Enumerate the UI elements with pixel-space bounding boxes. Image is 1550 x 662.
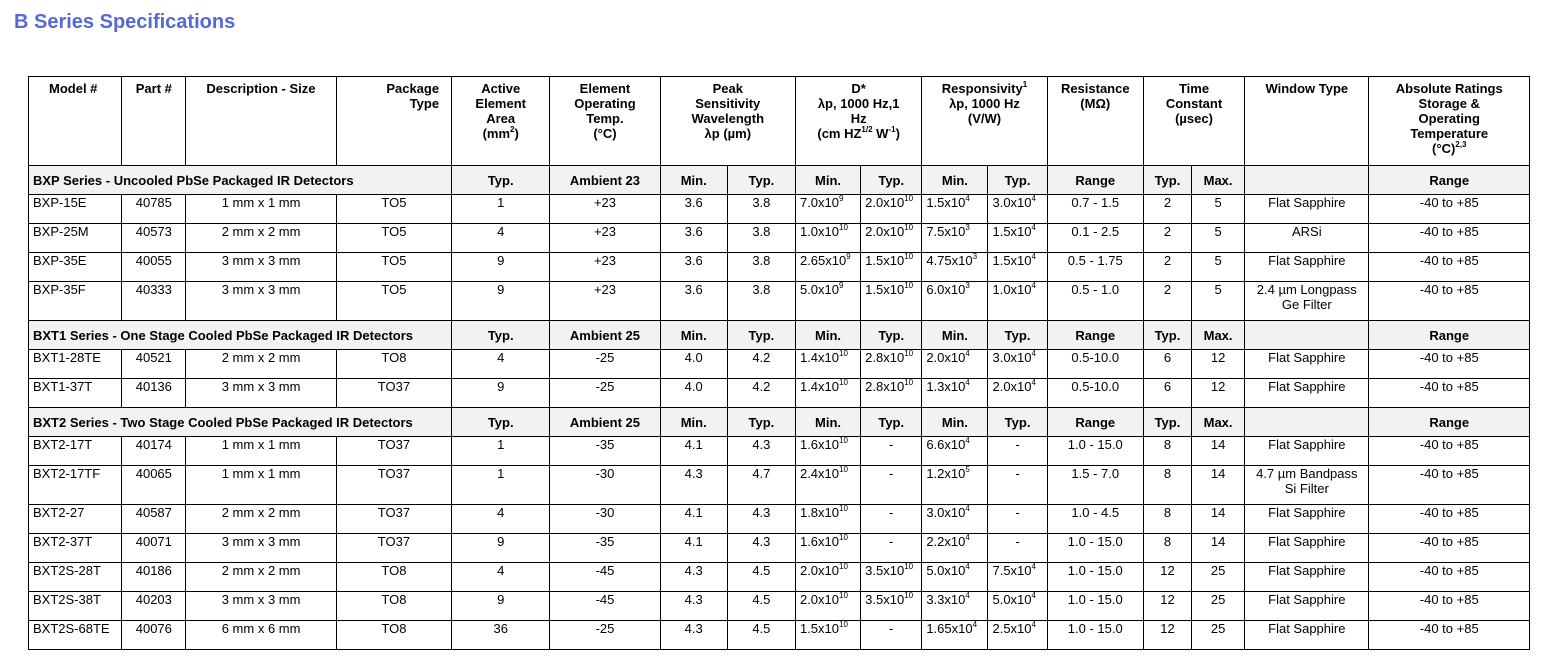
series-subheader-cell [1245, 166, 1369, 195]
table-row [29, 282, 1530, 321]
cell-desc: 2 mm x 2 mm [186, 505, 336, 534]
table-row [29, 592, 1530, 621]
cell-d-typ: $1.5x10^{10}$ [861, 253, 922, 282]
cell-temp: -45 [550, 563, 660, 592]
cell-window: Flat Sapphire [1245, 350, 1369, 379]
series-name: BXT1 Series - One Stage Cooled PbSe Packaged IR Detectors [29, 321, 452, 350]
cell-peak-typ: 4.5 [727, 563, 795, 592]
cell-temp: -30 [550, 466, 660, 505]
cell-pkg: TO5 [336, 282, 451, 321]
series-subheader-cell: Min. [660, 166, 727, 195]
cell-r-min: $6.0x10^3$ [922, 282, 988, 321]
cell-tc-typ: 8 [1143, 505, 1191, 534]
cell-part: 40055 [122, 253, 186, 282]
cell-d-typ: - [861, 437, 922, 466]
cell-peak-typ: 4.2 [727, 379, 795, 408]
series-subheader-cell: Min. [795, 408, 860, 437]
cell-res: 1.0 - 15.0 [1047, 534, 1143, 563]
cell-r-typ: $3.0x10^4$ [988, 195, 1047, 224]
series-subheader-cell: Min. [795, 166, 860, 195]
cell-r-min: $3.0x10^4$ [922, 505, 988, 534]
series-subheader-cell: Max. [1192, 321, 1245, 350]
cell-desc: 3 mm x 3 mm [186, 253, 336, 282]
cell-window: Flat Sapphire [1245, 437, 1369, 466]
cell-temp: -30 [550, 505, 660, 534]
cell-peak-typ: 3.8 [727, 253, 795, 282]
cell-pkg: TO8 [336, 621, 451, 650]
cell-window: ARSi [1245, 224, 1369, 253]
series-subheader-cell: Typ. [861, 321, 922, 350]
cell-res: 1.0 - 4.5 [1047, 505, 1143, 534]
cell-peak-min: 4.3 [660, 621, 727, 650]
series-subheader-cell: Max. [1192, 408, 1245, 437]
series-subheader-cell: Range [1047, 166, 1143, 195]
cell-d-min: $1.4x10^{10}$ [795, 379, 860, 408]
cell-tc-max: 14 [1192, 505, 1245, 534]
cell-desc: 2 mm x 2 mm [186, 224, 336, 253]
cell-temp: +23 [550, 253, 660, 282]
col-header-window: Window Type [1245, 77, 1369, 166]
cell-tc-max: 5 [1192, 224, 1245, 253]
cell-window: Flat Sapphire [1245, 379, 1369, 408]
series-subheader-cell: Typ. [1143, 321, 1191, 350]
series-subheader-cell: Range [1047, 408, 1143, 437]
cell-pkg: TO5 [336, 195, 451, 224]
col-header-responsivity: Responsivity$^1$ λp, 1000 Hz (V/W) [922, 77, 1047, 166]
cell-r-typ: $1.5x10^4$ [988, 224, 1047, 253]
cell-area: 9 [452, 534, 550, 563]
series-subheader-cell: Typ. [727, 321, 795, 350]
series-subheader-cell: Typ. [452, 166, 550, 195]
cell-tc-max: 12 [1192, 379, 1245, 408]
cell-model: BXT2S-68TE [29, 621, 122, 650]
table-row [29, 350, 1530, 379]
table-header-row [29, 77, 1530, 166]
series-subheader-cell: Typ. [727, 408, 795, 437]
cell-pkg: TO5 [336, 224, 451, 253]
cell-area: 1 [452, 437, 550, 466]
cell-model: BXT2S-28T [29, 563, 122, 592]
cell-tc-typ: 8 [1143, 437, 1191, 466]
cell-window: Flat Sapphire [1245, 592, 1369, 621]
col-header-area: Active Element Area $(mm^2)$ [452, 77, 550, 166]
series-subheader-cell: Min. [795, 321, 860, 350]
cell-model: BXT2-17TF [29, 466, 122, 505]
cell-r-typ: $1.5x10^4$ [988, 253, 1047, 282]
cell-part: 40333 [122, 282, 186, 321]
series-subheader-cell: Typ. [988, 166, 1047, 195]
col-header-package: Package Type [336, 77, 451, 166]
table-row [29, 437, 1530, 466]
cell-part: 40203 [122, 592, 186, 621]
cell-area: 1 [452, 466, 550, 505]
cell-tc-typ: 2 [1143, 195, 1191, 224]
cell-d-min: $1.6x10^{10}$ [795, 437, 860, 466]
table-row [29, 195, 1530, 224]
cell-window: Flat Sapphire [1245, 505, 1369, 534]
cell-desc: 1 mm x 1 mm [186, 437, 336, 466]
cell-pkg: TO37 [336, 437, 451, 466]
cell-d-min: $1.0x10^{10}$ [795, 224, 860, 253]
cell-desc: 1 mm x 1 mm [186, 195, 336, 224]
cell-tc-max: 12 [1192, 350, 1245, 379]
cell-temp: -25 [550, 379, 660, 408]
cell-abs: -40 to +85 [1369, 350, 1530, 379]
cell-temp: -25 [550, 621, 660, 650]
series-subheader-cell: Typ. [727, 166, 795, 195]
cell-window: Flat Sapphire [1245, 621, 1369, 650]
cell-r-min: $6.6x10^4$ [922, 437, 988, 466]
cell-tc-typ: 8 [1143, 466, 1191, 505]
cell-area: 4 [452, 224, 550, 253]
cell-window: 2.4 µm Longpass Ge Filter [1245, 282, 1369, 321]
series-subheader-cell: Range [1369, 408, 1530, 437]
series-subheader-cell: Min. [660, 408, 727, 437]
cell-tc-typ: 2 [1143, 282, 1191, 321]
table-row [29, 621, 1530, 650]
cell-d-typ: $1.5x10^{10}$ [861, 282, 922, 321]
series-subheader-cell: Min. [660, 321, 727, 350]
cell-pkg: TO37 [336, 379, 451, 408]
cell-res: 0.5-10.0 [1047, 379, 1143, 408]
cell-r-typ: $2.0x10^4$ [988, 379, 1047, 408]
series-subheader-cell: Ambient 23 [550, 166, 660, 195]
cell-desc: 3 mm x 3 mm [186, 592, 336, 621]
col-header-temp: Element Operating Temp. (°C) [550, 77, 660, 166]
cell-abs: -40 to +85 [1369, 253, 1530, 282]
cell-peak-typ: 4.3 [727, 534, 795, 563]
cell-part: 40076 [122, 621, 186, 650]
series-subheader-cell [1245, 321, 1369, 350]
cell-peak-typ: 4.7 [727, 466, 795, 505]
cell-abs: -40 to +85 [1369, 592, 1530, 621]
series-subheader-cell: Min. [922, 408, 988, 437]
cell-res: 0.5 - 1.75 [1047, 253, 1143, 282]
cell-tc-max: 5 [1192, 282, 1245, 321]
series-header-row [29, 408, 1530, 437]
cell-tc-max: 5 [1192, 195, 1245, 224]
cell-d-typ: $2.0x10^{10}$ [861, 195, 922, 224]
cell-abs: -40 to +85 [1369, 621, 1530, 650]
cell-res: 1.0 - 15.0 [1047, 621, 1143, 650]
cell-r-min: $1.2x10^5$ [922, 466, 988, 505]
cell-window: 4.7 µm Bandpass Si Filter [1245, 466, 1369, 505]
cell-abs: -40 to +85 [1369, 534, 1530, 563]
cell-part: 40186 [122, 563, 186, 592]
series-subheader-cell: Typ. [452, 321, 550, 350]
cell-pkg: TO37 [336, 505, 451, 534]
cell-peak-min: 3.6 [660, 253, 727, 282]
cell-r-typ: $5.0x10^4$ [988, 592, 1047, 621]
cell-r-min: $1.5x10^4$ [922, 195, 988, 224]
cell-peak-min: 4.3 [660, 466, 727, 505]
cell-tc-max: 14 [1192, 534, 1245, 563]
cell-d-min: $2.0x10^{10}$ [795, 592, 860, 621]
series-subheader-cell: Ambient 25 [550, 321, 660, 350]
cell-peak-typ: 3.8 [727, 224, 795, 253]
table-row [29, 224, 1530, 253]
cell-pkg: TO37 [336, 534, 451, 563]
cell-res: 0.7 - 1.5 [1047, 195, 1143, 224]
cell-d-min: $1.5x10^{10}$ [795, 621, 860, 650]
cell-d-min: $1.4x10^{10}$ [795, 350, 860, 379]
cell-part: 40065 [122, 466, 186, 505]
series-subheader-cell: Typ. [452, 408, 550, 437]
cell-abs: -40 to +85 [1369, 224, 1530, 253]
cell-peak-typ: 4.2 [727, 350, 795, 379]
cell-part: 40521 [122, 350, 186, 379]
cell-model: BXT2S-38T [29, 592, 122, 621]
cell-tc-max: 14 [1192, 437, 1245, 466]
cell-temp: -25 [550, 350, 660, 379]
cell-peak-min: 4.3 [660, 563, 727, 592]
cell-peak-min: 4.1 [660, 534, 727, 563]
cell-model: BXT1-28TE [29, 350, 122, 379]
cell-area: 4 [452, 563, 550, 592]
cell-r-min: $2.2x10^4$ [922, 534, 988, 563]
cell-temp: +23 [550, 282, 660, 321]
cell-d-typ: - [861, 505, 922, 534]
cell-peak-min: 4.1 [660, 437, 727, 466]
cell-d-min: $5.0x10^9$ [795, 282, 860, 321]
cell-model: BXP-35F [29, 282, 122, 321]
cell-desc: 3 mm x 3 mm [186, 379, 336, 408]
series-subheader-cell: Range [1047, 321, 1143, 350]
cell-pkg: TO8 [336, 563, 451, 592]
cell-peak-min: 4.1 [660, 505, 727, 534]
cell-d-typ: $3.5x10^{10}$ [861, 592, 922, 621]
cell-d-typ: $3.5x10^{10}$ [861, 563, 922, 592]
cell-tc-typ: 2 [1143, 253, 1191, 282]
cell-r-typ: - [988, 505, 1047, 534]
cell-tc-typ: 6 [1143, 379, 1191, 408]
cell-model: BXT2-17T [29, 437, 122, 466]
cell-tc-max: 14 [1192, 466, 1245, 505]
cell-pkg: TO37 [336, 466, 451, 505]
col-header-dstar: D* λp, 1000 Hz,1 Hz (cm $HZ^{1/2}$ $W^{-1}$) [795, 77, 921, 166]
cell-peak-min: 3.6 [660, 224, 727, 253]
cell-desc: 1 mm x 1 mm [186, 466, 336, 505]
cell-abs: -40 to +85 [1369, 195, 1530, 224]
cell-r-typ: - [988, 534, 1047, 563]
cell-part: 40587 [122, 505, 186, 534]
cell-tc-typ: 6 [1143, 350, 1191, 379]
cell-area: 9 [452, 592, 550, 621]
cell-res: 1.5 - 7.0 [1047, 466, 1143, 505]
cell-d-min: $2.0x10^{10}$ [795, 563, 860, 592]
series-subheader-cell: Typ. [988, 408, 1047, 437]
cell-abs: -40 to +85 [1369, 505, 1530, 534]
cell-d-typ: - [861, 466, 922, 505]
series-subheader-cell: Ambient 25 [550, 408, 660, 437]
cell-peak-min: 4.0 [660, 379, 727, 408]
cell-area: 36 [452, 621, 550, 650]
cell-res: 0.5-10.0 [1047, 350, 1143, 379]
cell-peak-min: 4.0 [660, 350, 727, 379]
cell-d-min: $2.65x10^9$ [795, 253, 860, 282]
cell-r-min: $5.0x10^4$ [922, 563, 988, 592]
cell-model: BXP-25M [29, 224, 122, 253]
cell-r-min: $1.3x10^4$ [922, 379, 988, 408]
cell-d-min: $2.4x10^{10}$ [795, 466, 860, 505]
cell-model: BXP-15E [29, 195, 122, 224]
series-subheader-cell: Typ. [861, 166, 922, 195]
page-title: B Series Specifications [14, 11, 236, 33]
cell-temp: -35 [550, 437, 660, 466]
cell-d-typ: $2.8x10^{10}$ [861, 379, 922, 408]
cell-abs: -40 to +85 [1369, 466, 1530, 505]
series-name: BXT2 Series - Two Stage Cooled PbSe Packaged IR Detectors [29, 408, 452, 437]
cell-r-typ: - [988, 437, 1047, 466]
cell-r-min: $4.75x10^3$ [922, 253, 988, 282]
cell-r-typ: $2.5x10^4$ [988, 621, 1047, 650]
cell-model: BXT1-37T [29, 379, 122, 408]
cell-tc-max: 5 [1192, 253, 1245, 282]
cell-d-typ: - [861, 621, 922, 650]
cell-tc-max: 25 [1192, 592, 1245, 621]
series-subheader-cell: Typ. [988, 321, 1047, 350]
series-subheader-cell: Typ. [861, 408, 922, 437]
cell-pkg: TO5 [336, 253, 451, 282]
series-subheader-cell: Max. [1192, 166, 1245, 195]
cell-r-typ: $7.5x10^4$ [988, 563, 1047, 592]
col-header-resistance: Resistance (MΩ) [1047, 77, 1143, 166]
cell-desc: 6 mm x 6 mm [186, 621, 336, 650]
cell-area: 4 [452, 350, 550, 379]
cell-model: BXT2-27 [29, 505, 122, 534]
cell-r-typ: $1.0x10^4$ [988, 282, 1047, 321]
cell-desc: 2 mm x 2 mm [186, 563, 336, 592]
cell-area: 9 [452, 379, 550, 408]
series-header-row [29, 166, 1530, 195]
col-header-description: Description - Size [186, 77, 336, 166]
cell-peak-typ: 4.3 [727, 437, 795, 466]
cell-tc-max: 25 [1192, 621, 1245, 650]
cell-d-typ: $2.8x10^{10}$ [861, 350, 922, 379]
cell-r-typ: - [988, 466, 1047, 505]
cell-temp: -45 [550, 592, 660, 621]
cell-peak-typ: 4.5 [727, 621, 795, 650]
cell-tc-typ: 2 [1143, 224, 1191, 253]
cell-peak-typ: 4.5 [727, 592, 795, 621]
cell-r-min: $1.65x10^4$ [922, 621, 988, 650]
cell-res: 1.0 - 15.0 [1047, 437, 1143, 466]
cell-r-min: $2.0x10^4$ [922, 350, 988, 379]
cell-part: 40785 [122, 195, 186, 224]
table-row [29, 253, 1530, 282]
cell-model: BXT2-37T [29, 534, 122, 563]
cell-desc: 2 mm x 2 mm [186, 350, 336, 379]
cell-window: Flat Sapphire [1245, 195, 1369, 224]
spec-table-body [29, 166, 1530, 650]
table-row [29, 563, 1530, 592]
cell-abs: -40 to +85 [1369, 437, 1530, 466]
cell-peak-min: 3.6 [660, 195, 727, 224]
cell-tc-max: 25 [1192, 563, 1245, 592]
cell-part: 40573 [122, 224, 186, 253]
spec-table [28, 76, 1530, 650]
cell-desc: 3 mm x 3 mm [186, 534, 336, 563]
cell-abs: -40 to +85 [1369, 563, 1530, 592]
cell-pkg: TO8 [336, 350, 451, 379]
cell-res: 1.0 - 15.0 [1047, 563, 1143, 592]
cell-window: Flat Sapphire [1245, 563, 1369, 592]
series-subheader-cell: Range [1369, 321, 1530, 350]
cell-peak-typ: 3.8 [727, 282, 795, 321]
col-header-time-constant: Time Constant (µsec) [1143, 77, 1244, 166]
cell-peak-typ: 3.8 [727, 195, 795, 224]
cell-area: 4 [452, 505, 550, 534]
cell-temp: +23 [550, 195, 660, 224]
cell-d-typ: $2.0x10^{10}$ [861, 224, 922, 253]
cell-r-min: $3.3x10^4$ [922, 592, 988, 621]
cell-res: 0.1 - 2.5 [1047, 224, 1143, 253]
cell-tc-typ: 12 [1143, 563, 1191, 592]
table-row [29, 505, 1530, 534]
cell-area: 1 [452, 195, 550, 224]
table-row [29, 466, 1530, 505]
series-subheader-cell [1245, 408, 1369, 437]
series-subheader-cell: Min. [922, 321, 988, 350]
cell-d-min: $7.0x10^9$ [795, 195, 860, 224]
cell-part: 40174 [122, 437, 186, 466]
col-header-part: Part # [122, 77, 186, 166]
cell-abs: -40 to +85 [1369, 282, 1530, 321]
col-header-absolute-ratings: Absolute Ratings Storage & Operating Temperature $(^\circ C)^{2,3}$ [1369, 77, 1530, 166]
col-header-peak: Peak Sensitivity Wavelength λp (µm) [660, 77, 795, 166]
cell-pkg: TO8 [336, 592, 451, 621]
cell-d-typ: - [861, 534, 922, 563]
col-header-model: Model # [29, 77, 122, 166]
series-subheader-cell: Typ. [1143, 166, 1191, 195]
cell-res: 1.0 - 15.0 [1047, 592, 1143, 621]
cell-tc-typ: 12 [1143, 621, 1191, 650]
cell-d-min: $1.6x10^{10}$ [795, 534, 860, 563]
cell-temp: -35 [550, 534, 660, 563]
cell-abs: -40 to +85 [1369, 379, 1530, 408]
series-name: BXP Series - Uncooled PbSe Packaged IR Detectors [29, 166, 452, 195]
cell-d-min: $1.8x10^{10}$ [795, 505, 860, 534]
cell-desc: 3 mm x 3 mm [186, 282, 336, 321]
cell-part: 40136 [122, 379, 186, 408]
cell-peak-typ: 4.3 [727, 505, 795, 534]
cell-r-typ: $3.0x10^4$ [988, 350, 1047, 379]
cell-tc-typ: 8 [1143, 534, 1191, 563]
cell-area: 9 [452, 253, 550, 282]
cell-part: 40071 [122, 534, 186, 563]
cell-r-min: $7.5x10^3$ [922, 224, 988, 253]
series-subheader-cell: Range [1369, 166, 1530, 195]
cell-model: BXP-35E [29, 253, 122, 282]
table-row [29, 534, 1530, 563]
series-subheader-cell: Typ. [1143, 408, 1191, 437]
cell-temp: +23 [550, 224, 660, 253]
cell-window: Flat Sapphire [1245, 253, 1369, 282]
series-header-row [29, 321, 1530, 350]
cell-peak-min: 4.3 [660, 592, 727, 621]
series-subheader-cell: Min. [922, 166, 988, 195]
cell-res: 0.5 - 1.0 [1047, 282, 1143, 321]
cell-tc-typ: 12 [1143, 592, 1191, 621]
cell-area: 9 [452, 282, 550, 321]
table-row [29, 379, 1530, 408]
cell-peak-min: 3.6 [660, 282, 727, 321]
cell-window: Flat Sapphire [1245, 534, 1369, 563]
